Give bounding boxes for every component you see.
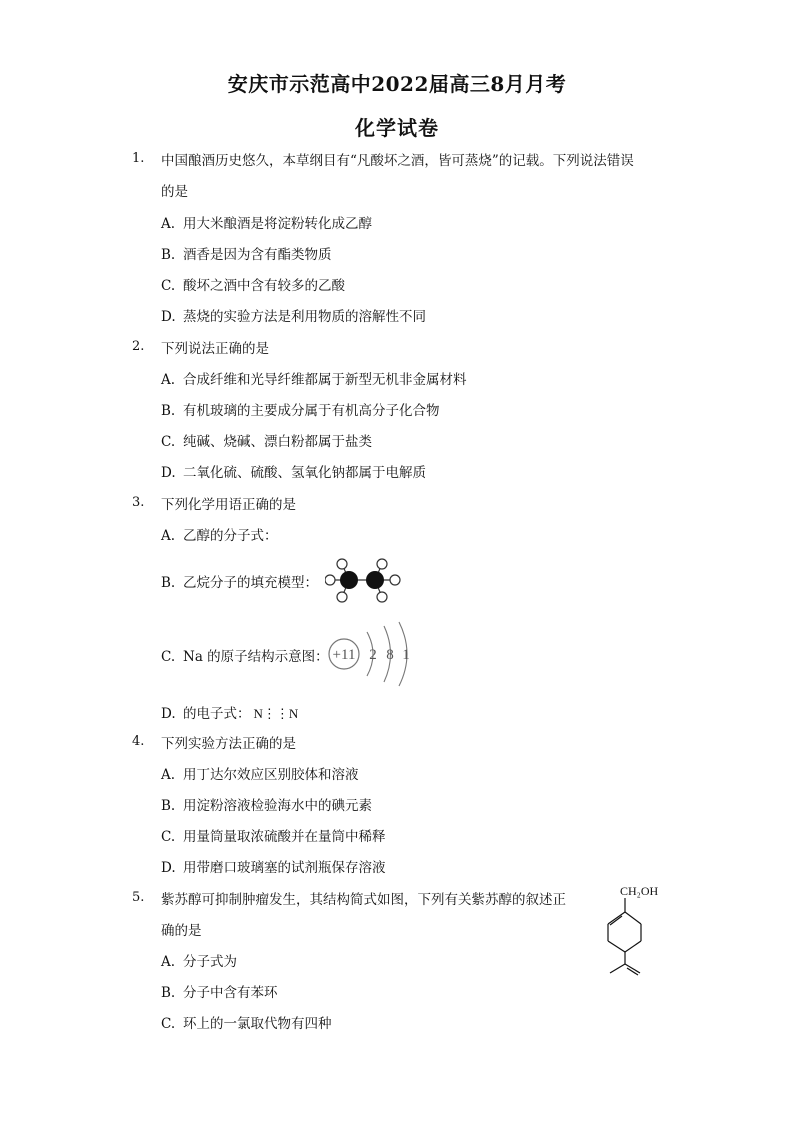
option-letter: C. <box>161 649 176 665</box>
ch2oh-label: CH₂OH <box>620 884 659 898</box>
option-text: 二氧化硫、硫酸、氢氧化钠都属于电解质 <box>183 465 426 481</box>
option-text: 分子中含有苯环 <box>183 985 278 1001</box>
carbon-atom <box>340 571 358 589</box>
option-text: 用量筒量取浓硫酸并在量筒中稀释 <box>183 829 386 845</box>
perillyl-alcohol-structure <box>598 880 678 980</box>
question-number: 4. <box>132 734 145 749</box>
bond <box>625 941 641 952</box>
option-text: Na 的原子结构示意图： <box>183 649 329 665</box>
option-letter: C. <box>161 1016 176 1032</box>
option-a <box>161 368 467 388</box>
option-text: 环上的一氯取代物有四种 <box>183 1016 332 1032</box>
option-letter: A. <box>161 767 176 783</box>
question-stem-continued: 确的是 <box>161 923 202 939</box>
hydrogen-atom <box>377 559 387 569</box>
option-letter: B. <box>161 247 176 263</box>
nitrogen-electron-formula: N⋮⋮N <box>253 706 299 721</box>
option-text: 酒香是因为含有酯类物质 <box>183 247 332 263</box>
option-letter: C. <box>161 829 176 845</box>
option-d <box>161 305 426 325</box>
option-c <box>161 825 386 845</box>
question-number: 2. <box>132 339 145 354</box>
option-text: 用大米酿酒是将淀粉转化成乙醇 <box>183 216 372 232</box>
option-b <box>161 399 440 419</box>
option-text: 酸坏之酒中含有较多的乙酸 <box>183 278 345 294</box>
shell-electron-count: 2 <box>369 647 377 663</box>
page-title: 安庆市示范高中2022届高三8月月考 <box>227 72 567 96</box>
hydrogen-atom <box>377 592 387 602</box>
option-text: 用淀粉溶液检验海水中的碘元素 <box>183 798 372 814</box>
option-letter: A. <box>161 216 176 232</box>
option-letter: B. <box>161 403 176 419</box>
hydrogen-atom <box>337 559 347 569</box>
nucleus-charge: +11 <box>332 647 356 663</box>
question-stem: 中国酿酒历史悠久，本草纲目有“凡酸坏之酒，皆可蒸烧”的记载。下列说法错误 <box>161 153 634 169</box>
option-a <box>161 524 278 544</box>
hydrogen-atom <box>325 575 335 585</box>
shell-electron-count: 1 <box>402 647 410 663</box>
sodium-atom-structure-diagram <box>327 620 417 688</box>
option-text: 的电子式： <box>183 706 251 722</box>
bond <box>608 912 625 924</box>
option-text: 合成纤维和光导纤维都属于新型无机非金属材料 <box>183 372 467 388</box>
option-d <box>161 856 386 876</box>
page-subtitle: 化学试卷 <box>355 116 439 140</box>
bond <box>625 912 641 924</box>
option-letter: D. <box>161 465 176 481</box>
option-a <box>161 763 359 783</box>
option-text: 纯碱、烧碱、漂白粉都属于盐类 <box>183 434 372 450</box>
question-stem: 紫苏醇可抑制肿瘤发生，其结构简式如图，下列有关紫苏醇的叙述正 <box>161 892 566 908</box>
question-stem: 下列化学用语正确的是 <box>161 497 296 513</box>
option-d <box>161 702 298 722</box>
option-letter: A. <box>161 372 176 388</box>
option-letter: D. <box>161 706 176 722</box>
bond <box>608 941 625 952</box>
option-letter: B. <box>161 798 176 814</box>
option-letter: C. <box>161 278 176 294</box>
option-letter: C. <box>161 434 176 450</box>
hydrogen-atom <box>337 592 347 602</box>
option-text: 乙烷分子的填充模型： <box>183 575 318 591</box>
option-letter: A. <box>161 954 176 970</box>
option-text: 乙醇的分子式： <box>183 528 278 544</box>
hydrogen-atom <box>390 575 400 585</box>
option-letter: D. <box>161 860 176 876</box>
ethane-space-filling-model <box>325 557 405 605</box>
option-b <box>161 981 278 1001</box>
option-text: 用带磨口玻璃塞的试剂瓶保存溶液 <box>183 860 386 876</box>
option-c <box>161 645 329 665</box>
option-b <box>161 243 332 263</box>
question-stem-continued: 的是 <box>161 184 188 200</box>
option-a <box>161 950 237 970</box>
option-text: 有机玻璃的主要成分属于有机高分子化合物 <box>183 403 440 419</box>
question-number: 1. <box>132 151 145 166</box>
question-stem: 下列说法正确的是 <box>161 341 269 357</box>
option-letter: B. <box>161 575 176 591</box>
option-c <box>161 430 372 450</box>
option-text: 用丁达尔效应区别胶体和溶液 <box>183 767 359 783</box>
carbon-atom <box>366 571 384 589</box>
option-c <box>161 1012 332 1032</box>
option-letter: A. <box>161 528 176 544</box>
option-b <box>161 794 372 814</box>
question-stem: 下列实验方法正确的是 <box>161 736 296 752</box>
option-d <box>161 461 426 481</box>
option-text: 分子式为 <box>183 954 237 970</box>
option-c <box>161 274 345 294</box>
double-bond-line <box>610 916 622 925</box>
bond <box>610 964 625 973</box>
option-letter: D. <box>161 309 176 325</box>
shell-electron-count: 8 <box>386 647 394 663</box>
option-a <box>161 212 372 232</box>
question-number: 5. <box>132 890 145 905</box>
option-letter: B. <box>161 985 176 1001</box>
option-text: 蒸烧的实验方法是利用物质的溶解性不同 <box>183 309 426 325</box>
option-b <box>161 571 318 591</box>
question-number: 3. <box>132 495 145 510</box>
